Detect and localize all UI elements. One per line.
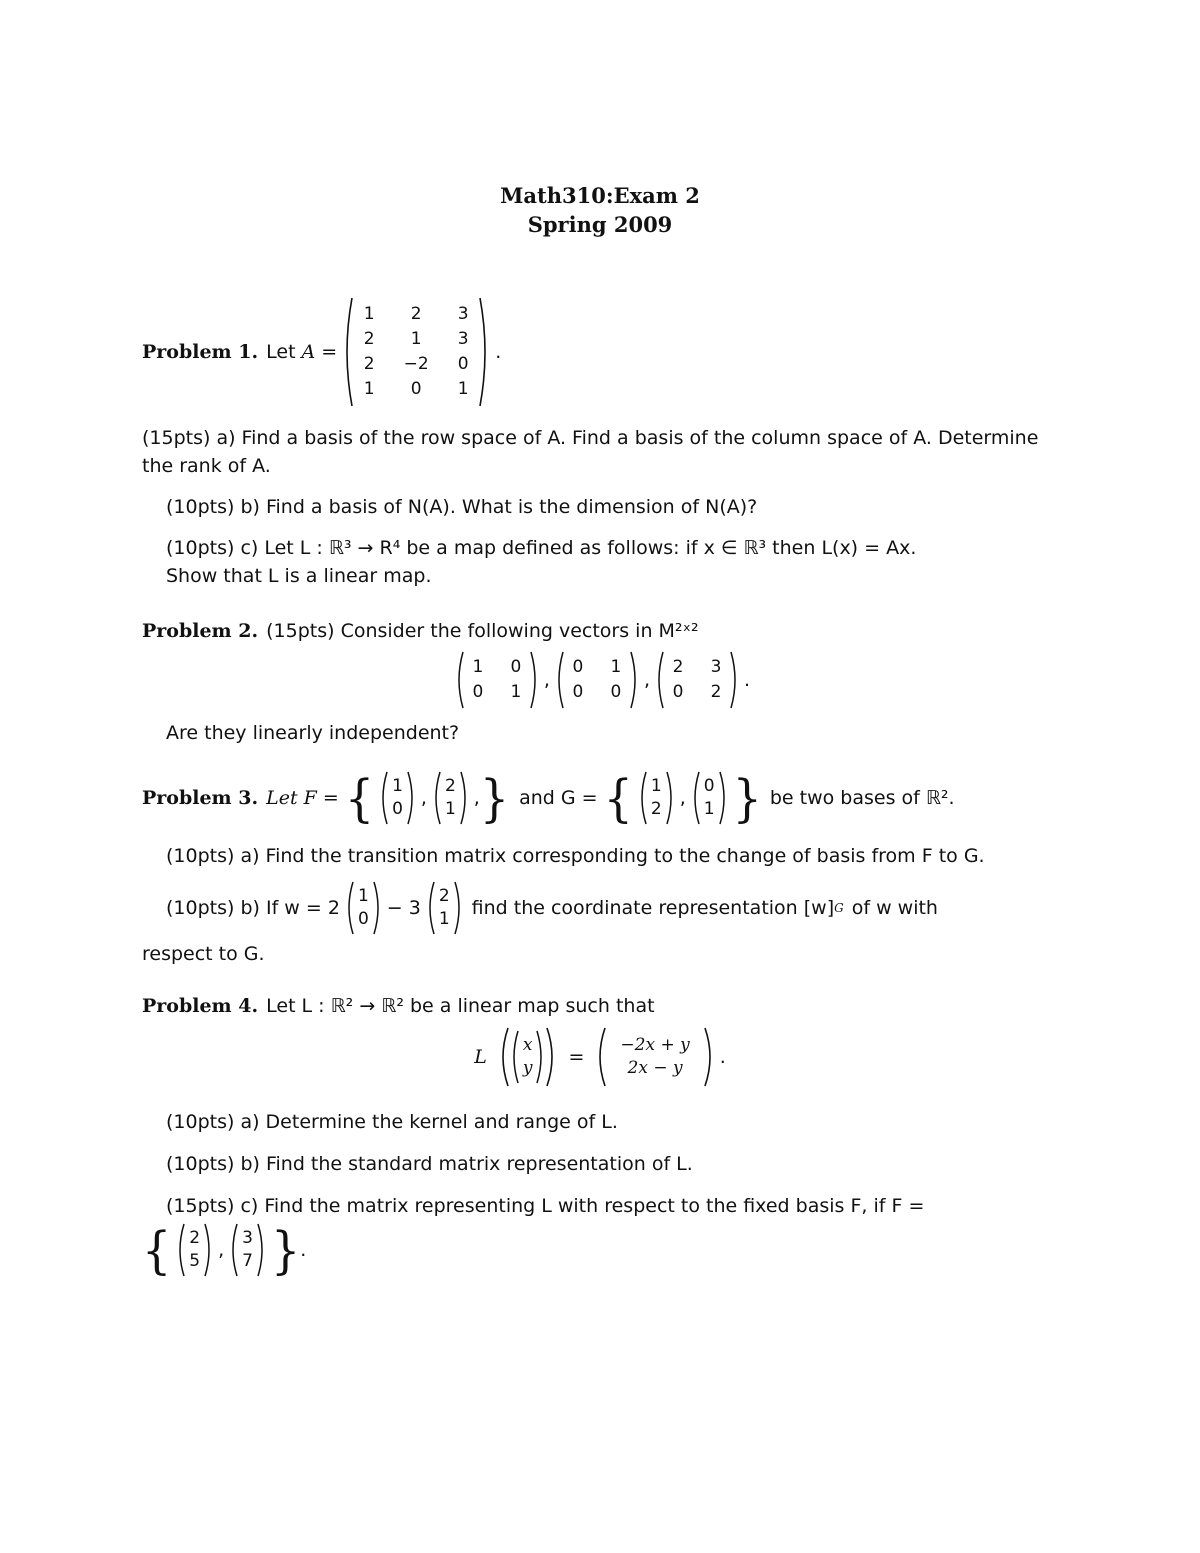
exam-title: Math310:Exam 2 [500,183,700,208]
problem-3b-sub: G [834,901,844,915]
vector-f1-entries [388,775,407,821]
problem-4 [142,992,1042,1020]
matrix-m3 [654,650,740,710]
matrix-m2-grid [564,656,630,704]
left-paren [431,770,441,826]
vector-input [497,1026,559,1088]
matrix-m1-entry: 0 [472,682,484,702]
matrix-a-entry: 0 [410,379,422,399]
problem-1-part-a [142,424,1042,480]
period: . [719,1046,726,1068]
vector-g1-entry: 1 [650,776,662,796]
problem-3-part-a [142,842,1062,870]
problem-1-var: A = [301,341,338,363]
vector-w2-entry: 2 [438,886,450,906]
matrix-a-entry: 2 [363,329,375,349]
problem-3a-text: (10pts) a) Find the transition matrix corresponding to the change of basis from F to G. [166,845,985,867]
comma: , [473,787,480,809]
vector-w2-entry: 1 [438,909,450,929]
problem-4c-basis [142,1222,1042,1278]
problem-3-let: Let F = [266,787,339,809]
problem-2-question [142,719,1042,747]
problem-3-statement [142,770,1062,826]
matrix-m2 [554,650,640,710]
matrix-m1 [454,650,540,710]
matrix-a-entry: 1 [363,304,375,324]
problem-4-map [0,1026,1200,1088]
vector-g2-entry: 1 [703,799,715,819]
matrix-m2-entry: 0 [572,657,584,677]
vector-b2-entry: 3 [242,1228,253,1248]
problem-1a-text: (15pts) a) Find a basis of the row space of A. Find a basis of the column space of A. Determine the rank of A. [142,427,1039,477]
problem-1-label: Problem 1. [142,341,259,363]
vector-b2 [228,1222,267,1278]
left-paren [654,650,664,710]
period: . [744,669,751,691]
left-paren [344,880,354,936]
left-paren [497,1026,509,1088]
left-brace-icon: { [142,1220,172,1280]
vector-f2-entry: 2 [444,776,456,796]
vector-w1-entry: 1 [357,886,369,906]
problem-3b-end: of w with [851,897,938,919]
problem-4-label: Problem 4. [142,995,259,1017]
vector-g2-entries [700,775,719,821]
vector-b2-entries [238,1227,257,1273]
period: . [300,1239,307,1261]
right-paren [407,770,417,826]
matrix-a-grid [353,303,479,401]
left-paren [341,296,353,408]
vector-input-entries [519,1034,537,1080]
left-paren [175,1222,185,1278]
matrix-m2-entry: 0 [572,682,584,702]
matrix-a-entry: 0 [457,354,469,374]
matrix-a-entry: 3 [457,329,469,349]
vector-g1 [637,770,676,826]
left-paren [378,770,388,826]
right-paren [630,650,640,710]
matrix-m2-entry: 1 [610,657,622,677]
problem-1b-text: (10pts) b) Find a basis of N(A). What is the dimension of N(A)? [166,496,758,518]
comma: , [420,787,427,809]
problem-3-and: and G = [519,787,598,809]
right-paren [460,770,470,826]
problem-3 [142,770,1062,826]
matrix-a-entry: 1 [410,329,422,349]
right-paren [204,1222,214,1278]
left-paren [594,1026,606,1088]
vector-g2 [690,770,729,826]
right-paren [530,650,540,710]
vector-w1-entries [354,885,373,931]
vector-g2-entry: 0 [703,776,715,796]
vector-f2 [431,770,470,826]
comma: , [643,669,651,691]
comma: , [218,1239,225,1261]
problem-4-text: Let L : ℝ² → ℝ² be a linear map such that [266,995,655,1017]
matrix-m3-entry: 3 [710,657,722,677]
problem-3b-post: find the coordinate representation [w] [471,897,835,919]
right-paren [730,650,740,710]
map-name: L [474,1046,487,1068]
left-paren [637,770,647,826]
problem-1-statement [142,296,1042,408]
problem-3b-pre: (10pts) b) If w = 2 [166,897,340,919]
vector-output-entry: −2x + y [620,1035,690,1055]
problem-3b-mid: − 3 [386,897,421,919]
matrix-m3-entry: 2 [672,657,684,677]
matrix-a-entry: 2 [410,304,422,324]
right-paren [373,880,383,936]
problem-1-let: Let [266,341,296,363]
right-paren [536,1029,546,1085]
vector-w2-entries [435,885,454,931]
problem-1-part-b [142,493,1042,521]
matrix-m3-grid [664,656,730,704]
right-paren [719,770,729,826]
problem-2-question-text: Are they linearly independent? [166,722,460,744]
problem-1-period: . [495,341,502,363]
left-paren [690,770,700,826]
matrix-m3-entry: 2 [710,682,722,702]
vector-w1-entry: 0 [357,909,369,929]
vector-output-entries [606,1034,703,1080]
vector-b1-entries [185,1227,204,1273]
vector-input-entry: y [522,1058,533,1078]
problem-4-part-a [142,1108,1042,1136]
vector-b2-entry: 7 [242,1251,253,1271]
problem-3-tail: be two bases of ℝ². [769,787,955,809]
exam-term: Spring 2009 [527,212,673,237]
vector-w1 [344,880,383,936]
comma: , [679,787,686,809]
right-brace-icon: } [732,768,762,828]
matrix-m3-entry: 0 [672,682,684,702]
right-paren [454,880,464,936]
problem-1-part-c [142,534,1042,590]
problem-1c-text-2: Show that L is a linear map. [166,565,432,587]
vector-output [594,1026,715,1088]
matrix-m2-entry: 0 [610,682,622,702]
problem-1c-text: (10pts) c) Let L : ℝ³ → R⁴ be a map defined as follows: if x ∈ ℝ³ then L(x) = Ax. [166,537,917,559]
matrix-a-entry: −2 [403,354,429,374]
comma: , [543,669,550,691]
equals: = [568,1046,585,1068]
matrix-a-entry: 2 [363,354,375,374]
matrix-m1-entry: 1 [510,682,522,702]
problem-3-part-b [142,880,1062,968]
problem-4a-text: (10pts) a) Determine the kernel and range of L. [166,1111,618,1133]
matrix-a-entry: 1 [457,379,469,399]
matrix-a-entry: 3 [457,304,469,324]
matrix-m1-grid [464,656,530,704]
left-brace-icon: { [344,768,375,828]
problem-4-part-c [142,1192,1042,1278]
left-paren [228,1222,238,1278]
problem-4-part-b [142,1150,1042,1178]
vector-b1-entry: 5 [189,1251,201,1271]
problem-2-statement [142,617,1042,645]
left-brace-icon: { [603,768,633,828]
vector-f2-entries [441,775,460,821]
problem-1 [142,296,1042,408]
right-brace-icon: } [479,768,510,828]
right-paren [479,296,491,408]
problem-3-label: Problem 3. [142,787,259,809]
matrix-a-entry: 1 [363,379,375,399]
vector-output-entry: 2x − y [627,1058,683,1078]
vector-f1 [378,770,417,826]
left-paren [554,650,564,710]
vector-f2-entry: 1 [444,799,456,819]
matrix-a [341,296,491,408]
left-paren [425,880,435,936]
vector-g1-entry: 2 [650,799,662,819]
right-paren [546,1026,558,1088]
problem-2-label: Problem 2. [142,620,259,642]
problem-4b-text: (10pts) b) Find the standard matrix representation of L. [166,1153,693,1175]
right-paren [666,770,676,826]
problem-2 [142,617,1042,645]
matrix-m1-entry: 1 [472,657,484,677]
vector-input-entry: x [522,1035,533,1055]
right-paren [704,1026,716,1088]
left-paren [454,650,464,710]
right-paren [257,1222,267,1278]
vector-b1 [175,1222,214,1278]
right-brace-icon: } [270,1220,301,1280]
vector-w2 [425,880,464,936]
vector-g1-entries [647,775,666,821]
vector-b1-entry: 2 [189,1228,201,1248]
problem-3b-text-2: respect to G. [142,943,265,965]
problem-2-matrices [0,650,1200,710]
problem-4c-text: (15pts) c) Find the matrix representing L with respect to the fixed basis F, if F = [166,1195,925,1217]
vector-f1-entry: 1 [392,776,403,796]
left-paren [509,1029,519,1085]
matrix-m1-entry: 0 [510,657,522,677]
problem-2-text: (15pts) Consider the following vectors in M²ˣ² [266,620,699,642]
vector-f1-entry: 0 [392,799,403,819]
